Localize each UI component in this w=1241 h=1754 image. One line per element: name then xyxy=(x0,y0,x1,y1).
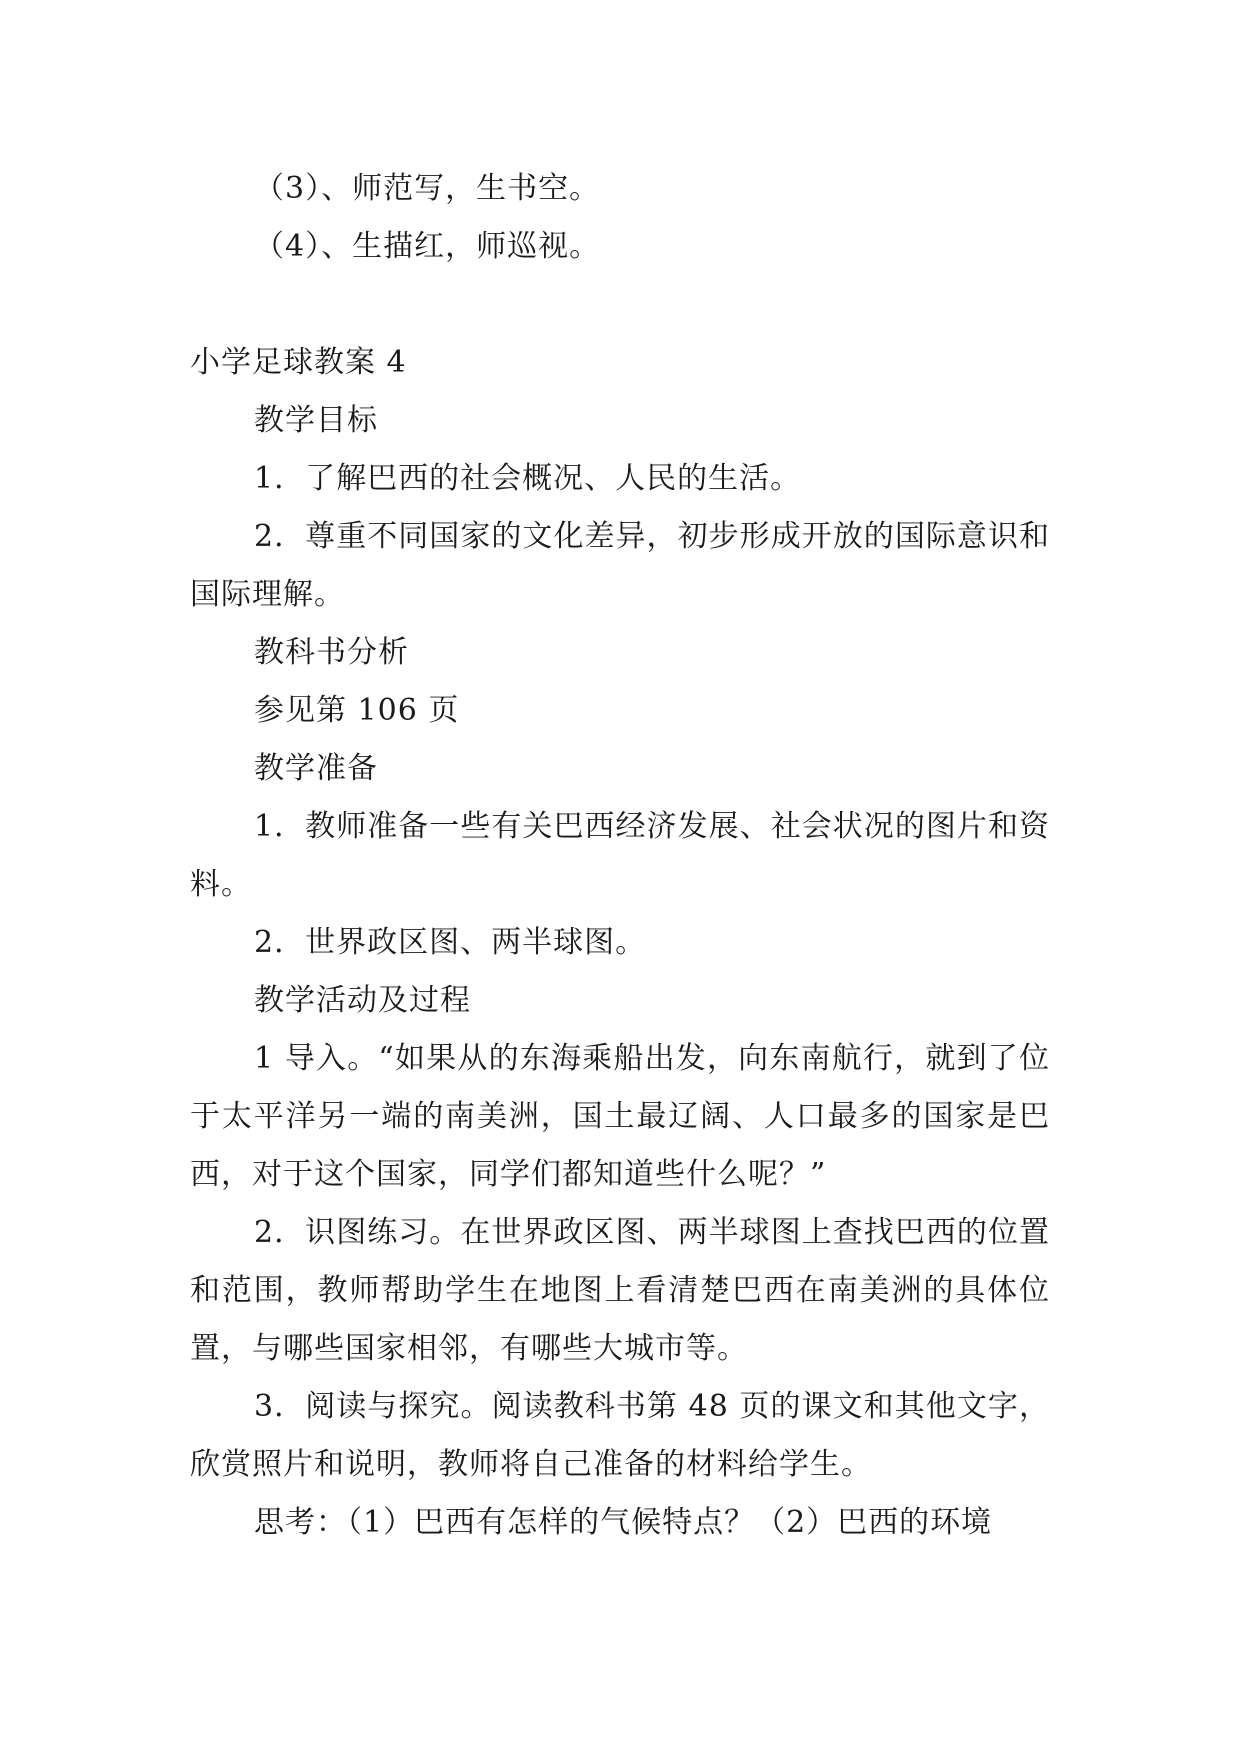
preparation-item-1: 1．教师准备一些有关巴西经济发展、社会状况的图片和资料。 xyxy=(190,809,1050,902)
document-text xyxy=(190,160,1050,1552)
textbook-reference: 参见第 106 页 xyxy=(254,693,460,728)
step-line-3: （3）、师范写，生书空。 xyxy=(254,171,601,206)
activity-step-1: 1 导入。“如果从的东海乘船出发，向东南航行，就到了位于太平洋另一端的南美洲，国土最辽阔、人口最多的国家是巴西，对于这个国家，同学们都知道些什么呢？” xyxy=(190,1041,1050,1192)
activity-step-3: 3．阅读与探究。阅读教科书第 48 页的课文和其他文字，欣赏照片和说明，教师将自己准备的材料给学生。 xyxy=(190,1389,1050,1482)
heading-activities-process: 教学活动及过程 xyxy=(254,983,471,1018)
preparation-item-2: 2．世界政区图、两半球图。 xyxy=(254,925,647,960)
goal-item-2: 2．尊重不同国家的文化差异，初步形成开放的国际意识和国际理解。 xyxy=(190,519,1050,612)
activity-step-2: 2．识图练习。在世界政区图、两半球图上查找巴西的位置和范围，教师帮助学生在地图上看清楚巴西在南美洲的具体位置，与哪些国家相邻，有哪些大城市等。 xyxy=(190,1215,1050,1366)
heading-textbook-analysis: 教科书分析 xyxy=(254,635,409,670)
heading-teaching-goals: 教学目标 xyxy=(254,403,378,438)
thinking-questions: 思考：（1）巴西有怎样的气候特点？（2）巴西的环境 xyxy=(254,1505,993,1540)
section-title: 小学足球教案 4 xyxy=(190,345,407,380)
step-line-4: （4）、生描红，师巡视。 xyxy=(254,229,601,264)
heading-teaching-preparation: 教学准备 xyxy=(254,751,378,786)
goal-item-1: 1．了解巴西的社会概况、人民的生活。 xyxy=(254,461,802,496)
